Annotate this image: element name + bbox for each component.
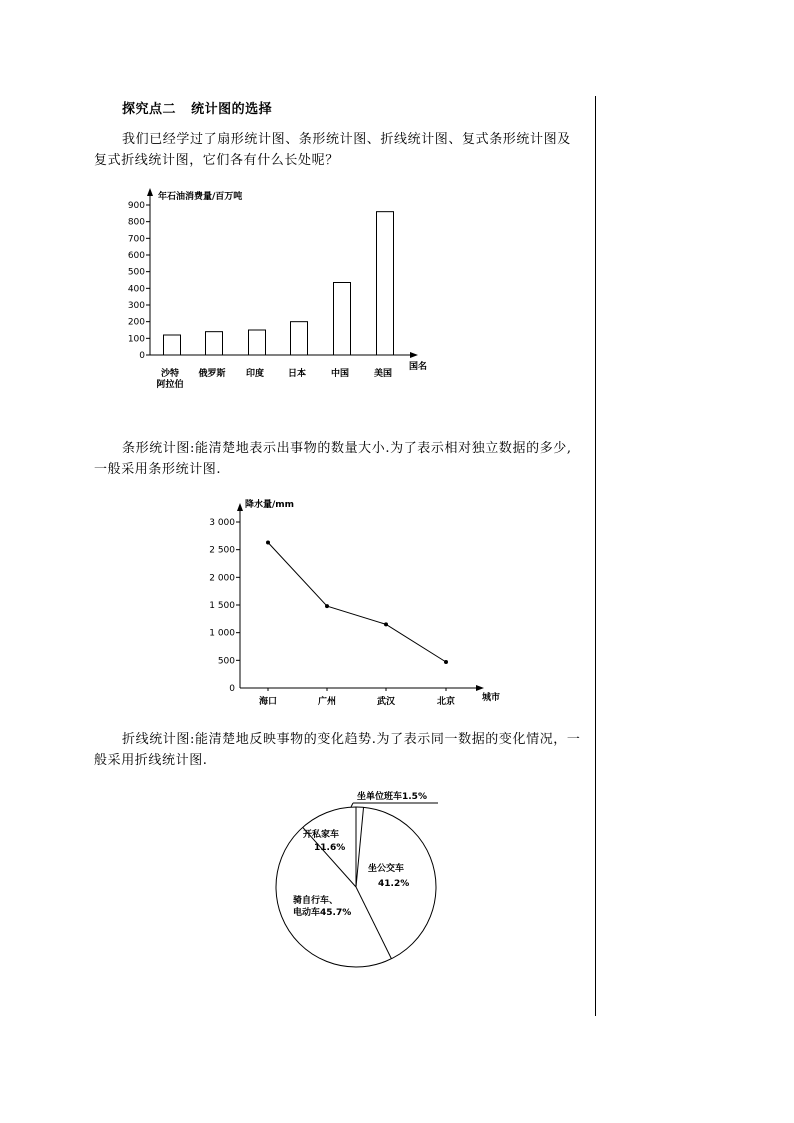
bar bbox=[377, 212, 394, 355]
pie-slice-label: 坐单位班车1.5% bbox=[357, 792, 427, 802]
pie-slice-value: 41.2% bbox=[378, 879, 410, 889]
pie-slice-label: 开私家车 bbox=[303, 830, 340, 840]
line-y-tick-label: 0 bbox=[229, 684, 235, 694]
intro-line-1: 我们已经学过了扇形统计图、条形统计图、折线统计图、复式条形统计图及 bbox=[122, 132, 571, 147]
bar-category-label: 沙特 bbox=[160, 369, 180, 379]
section-heading: 探究点二 统计图的选择 bbox=[122, 102, 273, 117]
bar-x-arrow bbox=[410, 352, 418, 358]
bar-y-tick-label: 400 bbox=[127, 284, 145, 295]
line-chart-text-line-2: 般采用折线统计图. bbox=[94, 753, 208, 768]
bar-y-tick-label: 200 bbox=[127, 317, 145, 328]
bar-y-tick-label: 600 bbox=[127, 251, 145, 261]
line-y-tick-label: 2 000 bbox=[209, 573, 235, 584]
line-point bbox=[325, 604, 329, 608]
bar-y-tick-label: 700 bbox=[127, 234, 145, 245]
line-chart bbox=[209, 498, 500, 707]
line-category-label: 北京 bbox=[436, 697, 456, 707]
bar-chart-text-line-2: 一般采用条形统计图. bbox=[94, 462, 222, 477]
bar-chart-text-line-1: 条形统计图:能清楚地表示出事物的数量大小.为了表示相对独立数据的多少, bbox=[122, 441, 572, 456]
pie-chart bbox=[276, 790, 438, 967]
pie-slice-label: 电动车45.7% bbox=[293, 908, 352, 918]
line-y-tick-label: 1 000 bbox=[209, 628, 235, 639]
bar-y-tick-label: 300 bbox=[127, 301, 145, 311]
line-x-arrow bbox=[476, 685, 484, 691]
pie-slice-value: 11.6% bbox=[314, 843, 346, 853]
bar-category-label: 中国 bbox=[330, 369, 350, 379]
bar bbox=[164, 335, 181, 355]
bar-y-label: 年石油消费量/百万吨 bbox=[158, 192, 243, 202]
line-y-tick-label: 500 bbox=[217, 656, 235, 667]
bar-category-label: 俄罗斯 bbox=[198, 369, 226, 379]
pie-slice-label: 坐公交车 bbox=[368, 864, 405, 874]
bar-category-label: 阿拉伯 bbox=[156, 380, 184, 390]
line-point bbox=[444, 660, 448, 664]
bar bbox=[249, 330, 266, 355]
line-y-tick-label: 3 000 bbox=[209, 518, 235, 528]
bar-y-tick-label: 800 bbox=[127, 217, 145, 228]
bar bbox=[291, 322, 308, 355]
bar bbox=[206, 332, 223, 355]
line-x-label: 城市 bbox=[482, 693, 501, 703]
line-category-label: 广州 bbox=[317, 697, 337, 707]
line-y-tick-label: 1 500 bbox=[209, 601, 235, 611]
bar-category-label: 印度 bbox=[245, 369, 265, 379]
line-point bbox=[266, 540, 270, 544]
bar-category-label: 日本 bbox=[287, 369, 307, 379]
line-chart-text-line-1: 折线统计图:能清楚地反映事物的变化趋势.为了表示同一数据的变化情况，一 bbox=[122, 732, 581, 747]
line-y-label: 降水量/mm bbox=[245, 500, 295, 510]
line-y-tick-label: 2 500 bbox=[209, 545, 235, 556]
line-category-label: 海口 bbox=[258, 697, 278, 707]
pie-slice-label: 骑自行车、 bbox=[293, 896, 339, 906]
intro-line-2: 复式折线统计图，它们各有什么长处呢？ bbox=[94, 153, 339, 168]
pie-leader bbox=[351, 803, 353, 807]
bar-y-tick-label: 500 bbox=[127, 267, 145, 278]
line-point bbox=[384, 622, 388, 626]
bar-y-arrow bbox=[147, 188, 153, 196]
bar-y-tick-label: 100 bbox=[127, 334, 145, 345]
bar-y-tick-label: 0 bbox=[139, 351, 145, 361]
line-category-label: 武汉 bbox=[376, 697, 396, 707]
bar bbox=[334, 283, 351, 356]
line-series bbox=[268, 542, 446, 662]
bar-x-label: 国名 bbox=[409, 362, 428, 372]
bar-y-tick-label: 900 bbox=[127, 201, 145, 211]
line-y-arrow bbox=[237, 503, 243, 511]
bar-category-label: 美国 bbox=[373, 369, 393, 379]
bar-chart bbox=[128, 188, 427, 390]
